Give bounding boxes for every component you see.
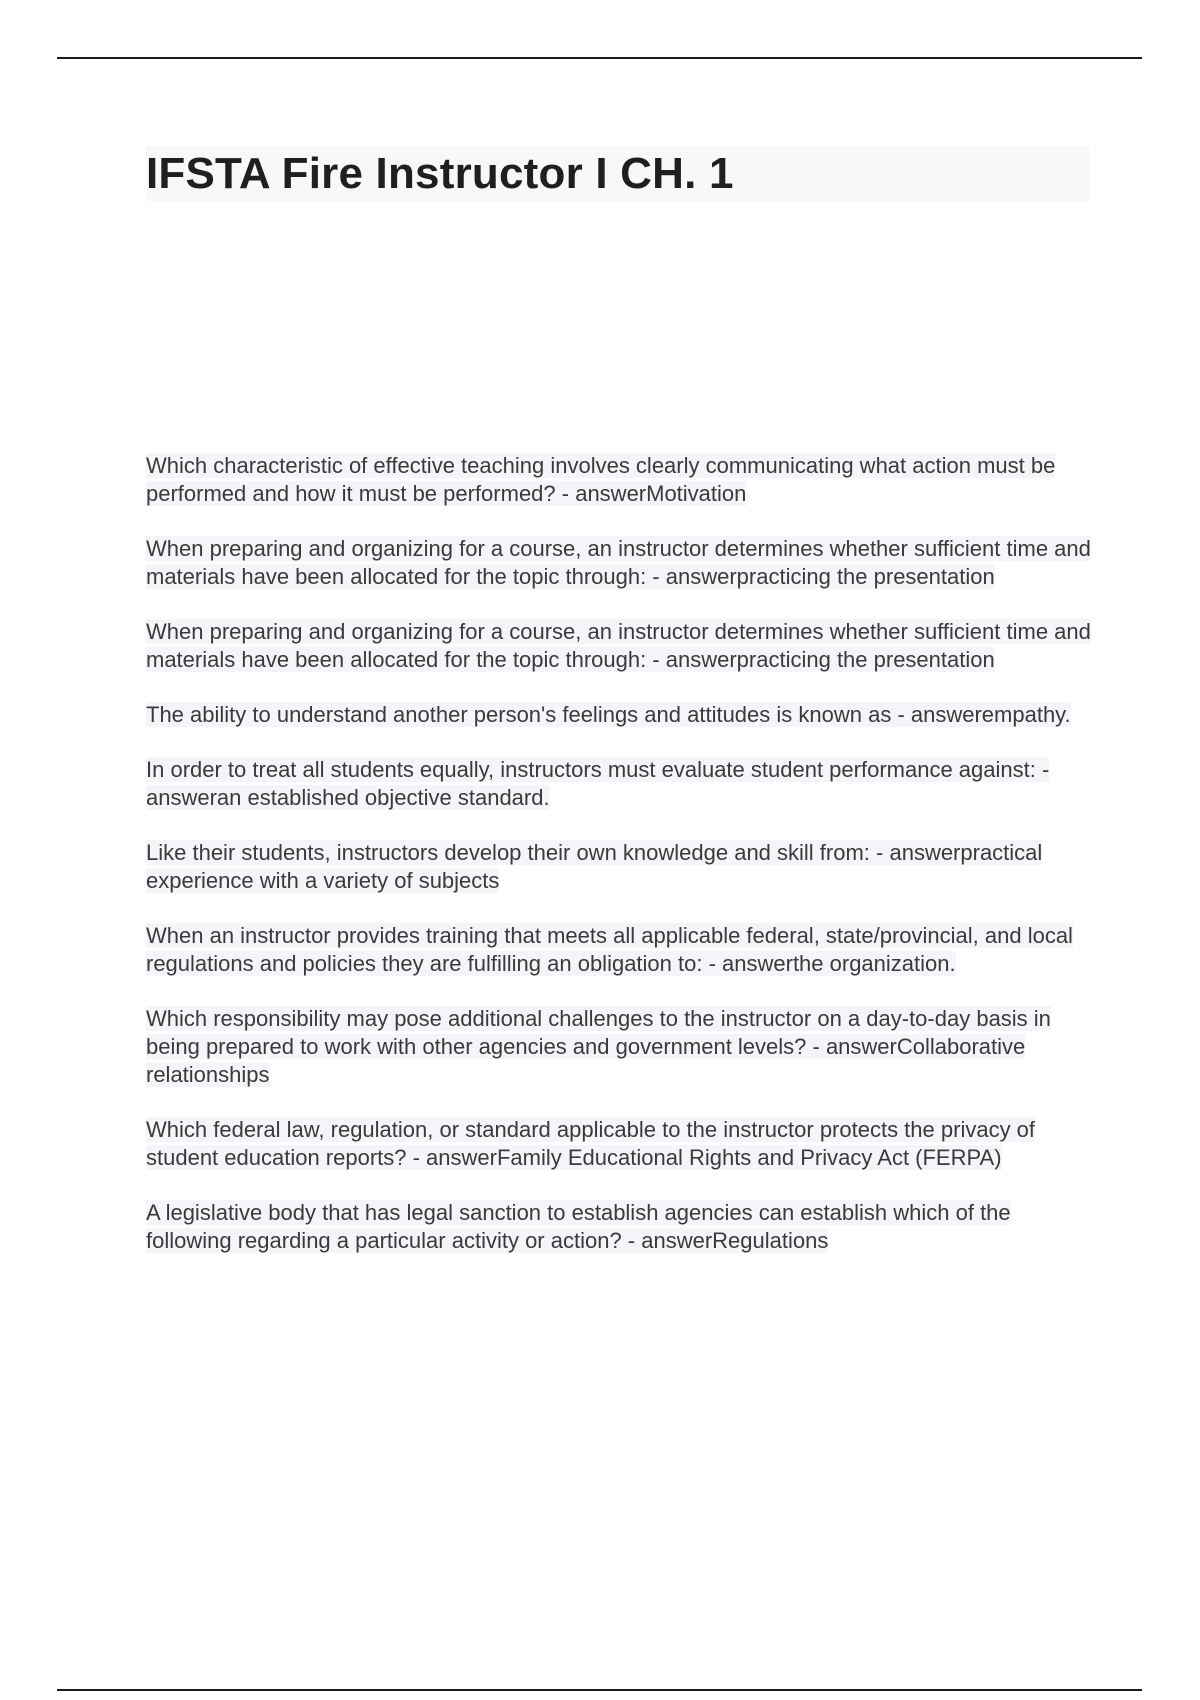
qa-item xyxy=(146,701,1091,729)
qa-item xyxy=(146,1199,1091,1255)
qa-text: Like their students, instructors develop their own knowledge and skill from: - answerpractical experience with a variety of subjects xyxy=(146,840,1043,893)
qa-text: When preparing and organizing for a course, an instructor determines whether sufficient time and materials have been allocated for the topic through: - answerpracticing the presentation xyxy=(146,619,1091,672)
qa-item xyxy=(146,452,1091,508)
qa-item xyxy=(146,535,1091,591)
qa-item xyxy=(146,1005,1091,1089)
qa-text: Which responsibility may pose additional challenges to the instructor on a day-to-day basis in being prepared to work with other agencies and government levels? - answerCollaborative relationships xyxy=(146,1006,1051,1087)
qa-item xyxy=(146,839,1091,895)
qa-item xyxy=(146,756,1091,812)
qa-text: Which characteristic of effective teaching involves clearly communicating what action must be performed and how it must be performed? - answerMotivation xyxy=(146,453,1056,506)
qa-text: In order to treat all students equally, instructors must evaluate student performance against: - answeran established objective standard. xyxy=(146,757,1050,810)
qa-text: The ability to understand another person's feelings and attitudes is known as - answerempathy. xyxy=(146,702,1071,727)
qa-list xyxy=(146,452,1091,1282)
qa-item xyxy=(146,1116,1091,1172)
qa-item xyxy=(146,922,1091,978)
qa-text: When an instructor provides training that meets all applicable federal, state/provincial, and local regulations and policies they are fulfilling an obligation to: - answerthe organization. xyxy=(146,923,1073,976)
qa-text: Which federal law, regulation, or standard applicable to the instructor protects the privacy of student education reports? - answerFamily Educational Rights and Privacy Act (FERPA) xyxy=(146,1117,1036,1170)
bottom-rule xyxy=(57,1689,1142,1691)
qa-text: A legislative body that has legal sanction to establish agencies can establish which of the following regarding a particular activity or action? - answerRegulations xyxy=(146,1200,1011,1253)
qa-item xyxy=(146,618,1091,674)
page-title: IFSTA Fire Instructor I CH. 1 xyxy=(146,149,734,198)
top-rule xyxy=(57,57,1142,59)
qa-text: When preparing and organizing for a course, an instructor determines whether sufficient time and materials have been allocated for the topic through: - answerpracticing the presentation xyxy=(146,536,1091,589)
